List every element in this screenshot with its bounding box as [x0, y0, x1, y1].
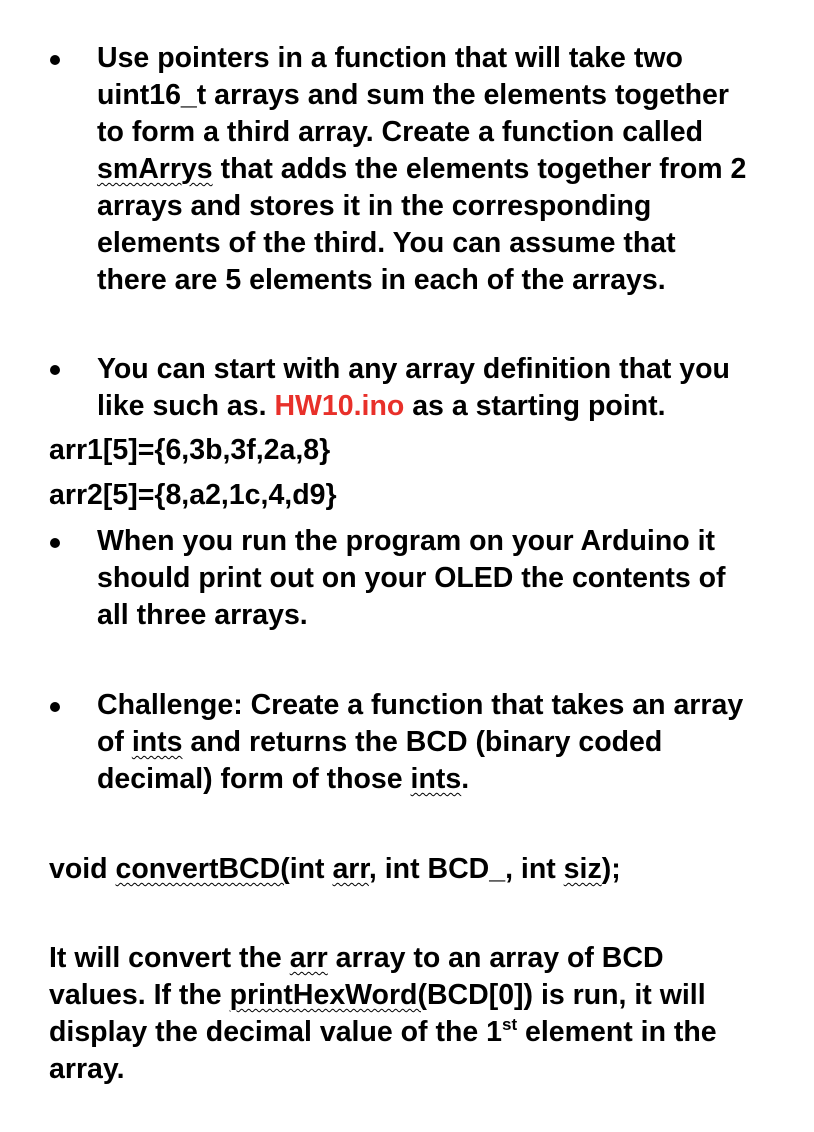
- text-line: Use pointers in a function that will take two: [97, 42, 683, 74]
- text-line: When you run the program on your Arduino it: [97, 525, 715, 557]
- text-line: [97, 388, 666, 425]
- array-definition-arr2: arr2[5]={8,a2,1c,4,d9}: [49, 479, 337, 511]
- text-line: [97, 724, 662, 761]
- text-span: element in the: [517, 1016, 717, 1048]
- text-line: You can start with any array definition that you: [97, 353, 730, 385]
- text-span: that adds the elements together from 2: [212, 153, 747, 185]
- function-name-printhexword: printHexWord(: [229, 979, 427, 1011]
- text-span: decimal) form of those: [97, 763, 411, 795]
- text-line: [49, 940, 664, 977]
- text-span: like such as.: [97, 390, 275, 422]
- ordinal-superscript: st: [501, 1015, 518, 1034]
- text-span: array to an array of BCD: [327, 942, 664, 974]
- text-line: should print out on your OLED the contents of: [97, 562, 726, 594]
- keyword-ints: ints: [131, 726, 183, 758]
- bullet-point: [50, 365, 60, 375]
- keyword-ints: ints: [410, 763, 462, 795]
- text-line: to form a third array. Create a function called: [97, 116, 704, 148]
- keyword-arr: arr: [289, 942, 328, 974]
- function-signature: [49, 851, 621, 888]
- text-span: It will convert the: [49, 942, 290, 974]
- text-line: [49, 977, 706, 1014]
- text-span: BCD[0]) is run, it will: [426, 979, 706, 1011]
- text-span: display the decimal value of the 1: [49, 1016, 502, 1048]
- text-line: uint16_t arrays and sum the elements together: [97, 79, 729, 111]
- text-line: all three arrays.: [97, 599, 308, 631]
- text-line: [97, 151, 746, 188]
- text-line: there are 5 elements in each of the arrays.: [97, 264, 666, 296]
- text-span: values. If the: [49, 979, 230, 1011]
- text-span: .: [461, 763, 470, 795]
- text-span: as a starting point.: [404, 390, 666, 422]
- param-siz: siz: [563, 853, 602, 885]
- text-line: Challenge: Create a function that takes an array: [97, 689, 744, 721]
- bullet-point: [50, 55, 60, 65]
- hw10-file-link[interactable]: HW10.ino: [274, 390, 405, 422]
- bullet-point: [50, 538, 60, 548]
- text-line: [97, 761, 469, 798]
- text-span: void: [49, 853, 116, 885]
- function-name-convertbcd: convertBCD(: [115, 853, 290, 885]
- text-span: int: [289, 853, 333, 885]
- function-name-smarrys: smArrys: [97, 153, 213, 185]
- text-line: elements of the third. You can assume that: [97, 227, 676, 259]
- text-line: array.: [49, 1053, 125, 1085]
- array-definition-arr1: arr1[5]={6,3b,3f,2a,8}: [49, 434, 331, 466]
- text-span: and returns the BCD (binary coded: [182, 726, 663, 758]
- text-line: [49, 1014, 717, 1051]
- text-span: );: [601, 853, 621, 885]
- bullet-point: [50, 702, 60, 712]
- param-arr: arr: [332, 853, 369, 885]
- text-span: , int BCD_, int: [368, 853, 564, 885]
- text-line: arrays and stores it in the corresponding: [97, 190, 652, 222]
- text-span: of: [97, 726, 132, 758]
